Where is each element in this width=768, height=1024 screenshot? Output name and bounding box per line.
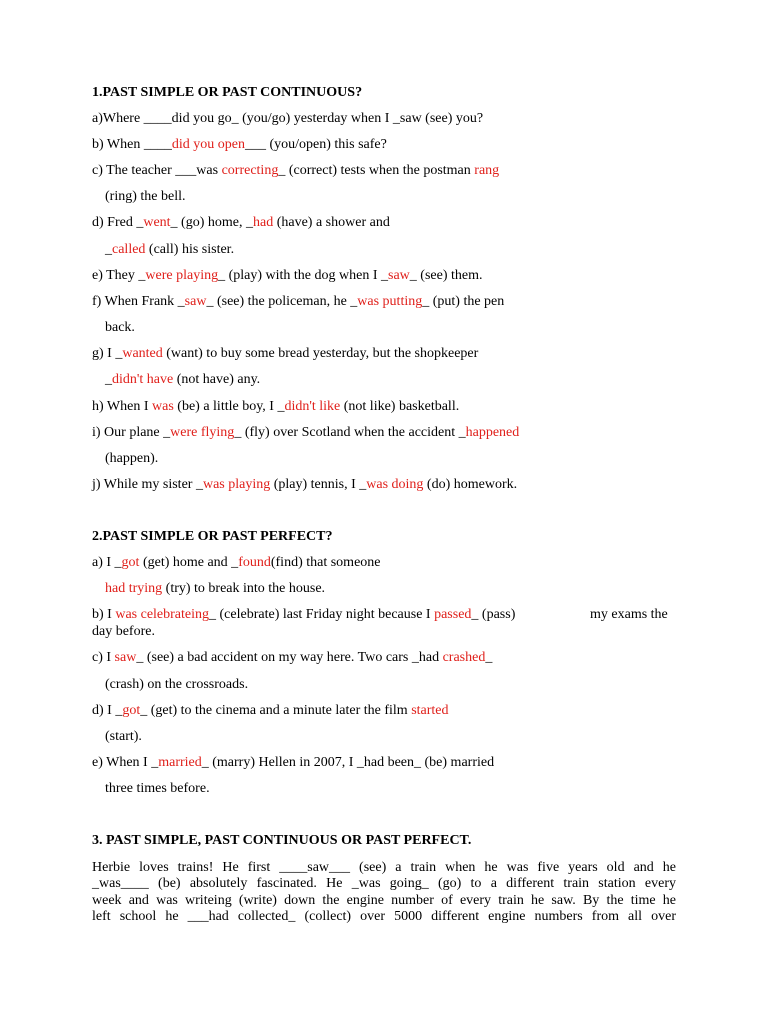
prompt-text: b) I [92,607,116,622]
prompt-text: _ (go) home, _ [170,215,253,230]
s1-line-h [92,399,459,415]
s2-line-c-cont [105,677,248,693]
answer-text: were flying [170,425,235,440]
prompt-text: d) I _ [92,703,123,718]
prompt-text: b) When ____ [92,137,172,152]
prompt-text: _ (pass) [471,607,516,622]
s1-line-c-cont [105,189,185,205]
s2-line-c [92,650,492,666]
prompt-text: _ (celebrate) last Friday night because I [209,607,435,622]
s2-line-b-tail: my exams the [590,607,668,622]
answer-text: wanted [122,346,163,361]
s2-line-e [92,755,494,771]
prompt-text: (find) that someone [270,555,381,570]
s2-line-b-cont: day before. [92,624,155,639]
prompt-text: _ (play) with the dog when I _ [218,268,389,283]
prompt-text: _ (correct) tests when the postman [278,163,475,178]
answer-text: was [152,399,174,414]
s3-paragraph-line: Herbie loves trains! He first ____saw___ (see) a train when he was five years old and he [92,860,676,875]
prompt-text: (ring) the bell. [105,189,186,204]
s1-line-b [92,137,387,153]
prompt-text: e) When I _ [92,755,159,770]
prompt-text: (play) tennis, I _ [270,477,367,492]
s3-paragraph [92,860,676,926]
s2-line-d [92,703,449,719]
prompt-text: _ [105,372,112,387]
s1-line-i [92,425,519,441]
answer-text: saw [184,294,207,309]
answer-text: passed [434,607,472,622]
prompt-text: _ [485,650,493,665]
prompt-text: (have) a shower and [273,215,390,230]
prompt-text: _ (see) them. [409,268,483,283]
s1-line-g [92,346,478,362]
prompt-text: d) Fred _ [92,215,144,230]
prompt-text: (happen). [105,451,159,466]
prompt-text: a) I _ [92,555,122,570]
prompt-text: (not like) basketball. [340,399,460,414]
s1-line-e [92,268,483,284]
prompt-text: _ (put) the pen [422,294,505,309]
prompt-text: i) Our plane _ [92,425,171,440]
prompt-text: _ (fly) over Scotland when the accident _ [234,425,466,440]
s1-line-f-cont [105,320,135,336]
s1-line-d-cont [105,242,234,258]
prompt-text: j) While my sister _ [92,477,203,492]
answer-text: was doing [366,477,424,492]
prompt-text: _ (see) a bad accident on my way here. Two cars _had [136,650,443,665]
answer-text: started [411,703,449,718]
prompt-text: (do) homework. [423,477,518,492]
prompt-text: (get) home and _ [139,555,239,570]
answer-text: saw [388,268,410,283]
prompt-text: e) They _ [92,268,146,283]
s1-line-f [92,294,504,310]
s3-paragraph-line: week and was writeing (write) down the engine number of every train he saw. By the time he [92,892,676,908]
prompt-text: (crash) on the crossroads. [105,677,249,692]
section3-heading: 3. PAST SIMPLE, PAST CONTINUOUS OR PAST PERFECT. [92,833,472,848]
prompt-text: (not have) any. [173,372,261,387]
s2-line-a-cont [105,581,325,597]
answer-text: found [238,555,271,570]
answer-text: got [121,555,140,570]
s2-line-a [92,555,381,571]
answer-text: happened [465,425,520,440]
s3-paragraph-line: left school he ___had collected_ (collect) over 5000 different engine numbers from all over [92,909,676,925]
answer-text: were playing [145,268,219,283]
answer-text: did you open [171,137,245,152]
answer-text: correcting [221,163,279,178]
prompt-text: (want) to buy some bread yesterday, but the shopkeeper [162,346,479,361]
s1-line-d [92,215,390,231]
answer-text: saw [114,650,137,665]
answer-text: got [122,703,141,718]
prompt-text: ___ (you/open) this safe? [244,137,387,152]
section2-heading: 2.PAST SIMPLE OR PAST PERFECT? [92,529,333,544]
section1-heading: 1.PAST SIMPLE OR PAST CONTINUOUS? [92,85,363,100]
prompt-text: _ (marry) Hellen in 2007, I _had been_ (be) married [201,755,495,770]
prompt-text: c) The teacher ___was [92,163,222,178]
answer-text: rang [474,163,500,178]
prompt-text: back. [105,320,135,335]
prompt-text: f) When Frank _ [92,294,185,309]
s1-line-c [92,163,499,179]
s2-line-b [92,607,515,623]
answer-text: didn't have [112,372,174,387]
s3-paragraph-line: _was____ (be) absolutely fascinated. He _was going_ (go) to a different train station every [92,876,676,892]
s1-line-g-cont [105,372,260,388]
answer-text: didn't like [284,399,341,414]
s2-line-d-cont [105,729,142,745]
answer-text: crashed [442,650,486,665]
answer-text: was playing [202,477,271,492]
prompt-text: (be) a little boy, I _ [173,399,285,414]
s1-line-a [92,111,483,127]
prompt-text: (try) to break into the house. [162,581,326,596]
answer-text: was celebrateing [115,607,210,622]
prompt-text: _ [105,242,112,257]
prompt-text: c) I [92,650,115,665]
answer-text: went [143,215,171,230]
s1-line-j [92,477,517,493]
answer-text: was putting [357,294,423,309]
prompt-text: three times before. [105,781,210,796]
answer-text: married [158,755,202,770]
s2-line-e-cont [105,781,210,797]
answer-text: had trying [105,581,163,596]
prompt-text: g) I _ [92,346,123,361]
answer-text: called [112,242,146,257]
prompt-text: (start). [105,729,142,744]
answer-text: had [252,215,274,230]
prompt-text: (call) his sister. [145,242,235,257]
prompt-text: _ (see) the policeman, he _ [206,294,358,309]
prompt-text: _ (get) to the cinema and a minute later the film [140,703,412,718]
prompt-text: a)Where ____did you go_ (you/go) yesterday when I _saw (see) you? [92,111,484,126]
s1-line-i-cont [105,451,158,467]
prompt-text: h) When I [92,399,152,414]
